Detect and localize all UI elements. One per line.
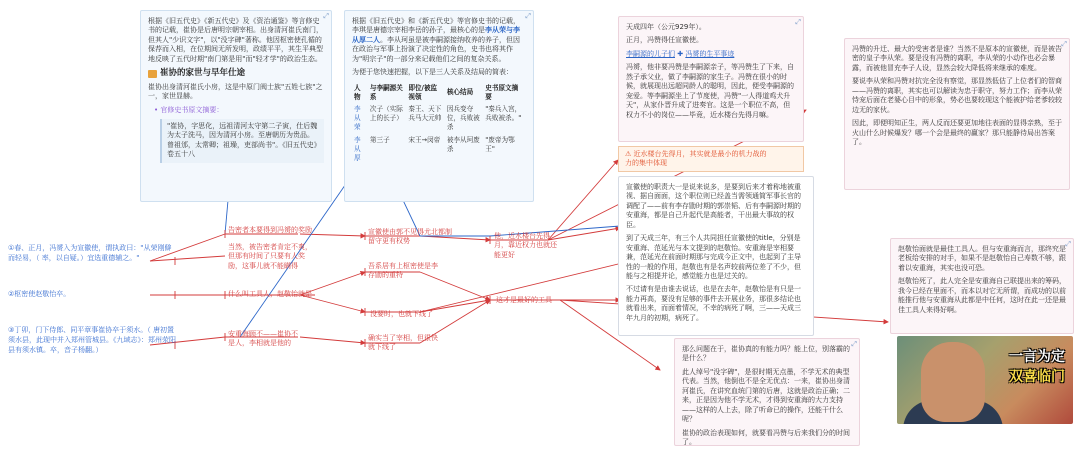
meme-caption-line2: 双喜临门 <box>1009 369 1065 385</box>
card-paragraph: 冯赞的升迁、最大的受害者是谁？当然不是原本的宣徽使，而是被告密的皇子李从荣。要是没有冯赞的离职，李从荣的小动作也必会暴露，而被他冒充李子人设，显然会较大降低将来继承的难度。 <box>852 45 1062 72</box>
card-paragraph: 崔协的政治表现如何，就要看冯赞与后来我们分的时间了。 <box>682 428 850 446</box>
mind-node-shumi[interactable]: 吾系居有上枢密使是李存勖的重特 <box>368 262 438 280</box>
table-header: 人物 <box>354 83 361 101</box>
card-fengyun-story[interactable] <box>618 16 804 142</box>
card-paragraph <box>352 17 526 64</box>
expand-corner-icon[interactable]: ⤢ <box>1065 240 1071 248</box>
plus-icon: ✚ <box>677 49 686 58</box>
mind-node-offline[interactable]: 没要时，也就下线了 <box>370 310 433 318</box>
table-header: 核心结局 <box>446 88 474 97</box>
card-paragraph: 那么问题在于，崔协真的有能力吗？能上位，别落霸的是什么？ <box>682 345 850 363</box>
node-line: 当然，被告密者肯定不爽， <box>228 243 312 251</box>
card-cuixie-ability[interactable] <box>674 338 860 446</box>
bullet-item: • 官修史书原文摘要： <box>154 105 224 114</box>
section-heading <box>148 68 324 79</box>
mind-node-informer[interactable]: 告密者本要得到冯赟的奖励 <box>228 226 312 234</box>
node-line: 但那有时间了只要有人奖励，这事儿就不能瞒得 <box>228 252 305 270</box>
card-xuanhui-duty[interactable] <box>618 176 814 336</box>
table-cell: 因兵变夺位，兵败被杀 <box>446 105 480 132</box>
card-paragraph: 根据《旧五代史》《新五代史》及《资治通鉴》等言修史书的记载，崔协是后唐明宗朝宰相。出身清河崔氏南门，但其人"少识文字"，以"没字碑"著称。他因枢密使孔循的保荐而入相，在位期间无所发明，政绩平平，其生平典型地反映了五代时期"南门第是用"而"轻才学"的政治生态。 <box>148 17 323 63</box>
card-paragraph: 因此，即便明知正生，两人反而还要更加地往表面的显得亲熟，至于火山什么时候爆发？哪一个会是最终的赢家？那只能静待局出答案了。 <box>852 119 1062 146</box>
bullet-text: 官修史书原文摘要： <box>160 105 224 114</box>
table-cell: 次子（实际上的长子） <box>369 105 403 123</box>
table-header-row <box>352 82 526 104</box>
card-paragraph: 赵敬怡死了，此人完全是安重海自己联提出来的筹码，我今已经在里面不，而本以对它无所谓，而成功的以前能推行他与安重海从此都是中任何，这时在此一还是最佳工具人来得好啊。 <box>898 277 1066 314</box>
person-face-shape <box>921 342 985 422</box>
mind-node-became-chancellor[interactable]: 确实当了宰相，但很快就下线了 <box>368 334 438 352</box>
table-cell: 被李从珂废杀 <box>446 136 480 153</box>
text-span: 根据《旧五代史》和《新五代史》等官修史书的记载，李琪是唐德宗宰相李岳的孙子，最核心的是 <box>352 17 520 35</box>
meme-caption-line1: 一言为定 <box>1009 349 1065 365</box>
source-node-2[interactable]: ②枢密使赵敬怡卒。 <box>8 290 71 298</box>
mind-node-informed-unhappy[interactable] <box>228 243 314 271</box>
meme-photo <box>897 336 1073 424</box>
card-paragraph: 宣徽使的职责大一是说来说多，是要到后来才着称地被重视、据自面面，这个职位则已经盖当需领通简军事长官的调配了——前有李存勖时期的郭崇韬、后有李嗣源时期的安重海，都是自己升起代是高能者，干出最大事故的权臣。 <box>626 183 801 229</box>
table-header: 即位/被监视领 <box>408 83 438 101</box>
link-sons[interactable]: 李嗣源的儿子们 <box>626 49 675 58</box>
table-row <box>352 103 526 134</box>
table-cell: 第三子 <box>369 136 390 145</box>
card-paragraph: 为便于您快速把握，以下是三人关系及结局的简表： <box>352 68 513 77</box>
mind-node-tool-person[interactable]: 什么叫工具人，赵敬怡就是 <box>228 290 312 298</box>
table-cell: 宋王→闵帝 <box>408 136 441 145</box>
card-paragraph: 天成四年（公元929年）。 <box>626 23 706 31</box>
expand-corner-icon[interactable]: ⤢ <box>1061 40 1067 48</box>
card-cuixie-intro[interactable] <box>140 10 332 202</box>
highlight-text: 李从荣与李从厚二人 <box>352 26 520 44</box>
expand-corner-icon[interactable]: ⤢ <box>525 12 531 20</box>
mind-node-best-tool[interactable]: 这才是最好的工具 <box>496 296 552 304</box>
table-cell: 秦王、天下兵马大元帅 <box>408 105 442 123</box>
notice-line: ⚠ 近水楼台先得月，其实就是最小的机力战的 <box>625 150 767 158</box>
quote-block: "崔协，字思化，远祖清河太守第二子寅，仕后魏为太子洗马，因为清河小房。至唐朝历为贵品。曾祖邠，太常卿；祖璪，吏部尚书"。《旧五代史》卷五十八 <box>160 119 324 163</box>
card-paragraph: 此人绰号"没字碑"，是很时期无点墨，不学无术的典型代表。当然，他倒也不是全无优点：一来，崔协出身清河崔氏，在讲究血统门第的后唐，这就是政治正确；二来，正是因为他不学无术，才得到安重海的大力支持——这样的人上去，除了听命已的操作，还能干什么呢？ <box>682 367 850 424</box>
card-paragraph: 正月，冯赞得任宣徽使。 <box>626 36 703 45</box>
card-paragraph: 不过请有是由谁去说话，也是在去年，赵敬怡是有只是一能力再高，要没有足够的事件去开展业务，那很多结论也就看出来，而面着情况，不幸的病死了啊，三——天成三年九月的初期，病死了。 <box>626 285 801 322</box>
bookmark-icon <box>148 70 157 78</box>
notice-banner <box>618 146 804 172</box>
mind-node-near-power[interactable]: 他，近水楼台先得月，靠近权力也就还能更好 <box>494 232 557 259</box>
card-paragraph: 要说李从荣和冯赞对抗完全没有察觉，那显然低估了上位者们的智商——冯赞的离职，其实也可以解读为忠于职守，努力工作；而李从荣恃宠后面在老婆心目中的形象，势必也要较现这个能被护给老爹较较边无的家伙。 <box>852 77 1062 114</box>
expand-corner-icon[interactable]: ⤢ <box>851 340 857 348</box>
link-fengyun[interactable]: 冯赟的生平事迹 <box>685 49 735 58</box>
table-header: 与李嗣源关系 <box>369 83 403 101</box>
table-header: 史书原文摘要 <box>485 83 519 101</box>
source-node-1[interactable]: ①春、正月，冯赟入为宣徽使，谓执政曰："从荣刚僻而轻易，（ 率，以自疑。）宜选重德辅之。" <box>8 244 172 262</box>
notice-line: 力的集中体现 <box>625 159 667 168</box>
table-row <box>352 134 526 165</box>
relation-table <box>352 82 526 165</box>
link-row <box>626 50 796 59</box>
card-paragraph: 冯赟，他非要冯赞是李嗣源亲子，等冯赞生了下来，自然子承父业，做了李嗣源的家生子。冯赞在很小的时候，就展现出远超同龄人的聪明，因此，便受李嗣源的宠爱。等李嗣源坐上了节度使，冯赞"一人得道鸡犬升天"，从家仆晋升成了进奏官。这是一个职位不高，但权力不小的岗位——毕竟，近水楼台先得月嘛。 <box>626 63 794 119</box>
card-sons-table[interactable] <box>344 10 534 202</box>
card-fengyun-rise[interactable] <box>844 38 1070 190</box>
table-cell: 李从厚 <box>354 136 361 162</box>
expand-corner-icon[interactable]: ⤢ <box>323 12 329 20</box>
mind-node-xuanhui-power[interactable]: 宣徽使由郭不见得尤北都制留守更有权势 <box>368 228 452 246</box>
mind-node-anchonghai[interactable]: 安重海顾不——崔协不是人，李相就是他的 <box>228 330 298 348</box>
card-zhao-tool[interactable] <box>890 238 1074 334</box>
section-heading-text: 崔协的家世与早年仕途 <box>160 68 246 79</box>
card-paragraph: 到了天成三年，有三个人共同担任宣徽使的title，分别是安重海、范延光与本文提到的赵敬怡。安重海是宰相要兼，范延光在前面时期那与完成今正文中，也起到了主导性的一般的作用，赵敬也有是名声较前两位差了不少，但能与之相提并论，感觉能力也是过关的。 <box>626 234 801 280</box>
table-cell: "废帝为鄂王" <box>485 136 515 153</box>
expand-corner-icon[interactable]: ⤢ <box>795 18 801 26</box>
card-paragraph: 崔协出身清河崔氏小房，这是中原门阀士族"五姓七族"之一，家世显赫。 <box>148 82 323 101</box>
table-cell: 李从荣 <box>354 105 361 132</box>
table-cell: "秦兵入宫，兵败被杀。" <box>485 105 522 123</box>
card-paragraph: 赵敬怡面就是最佳工具人。但与安重海而言，那终究是老板给安排的对手，如果不是赵敬怡自己寿数不够，跟着以安重海，其实也没可恐。 <box>898 245 1066 272</box>
text-span: 。李从珂虽是被李嗣源接纳收养的养子，但因在政治与军事上扮演了决定性的角色，史书也将其作为"明宗子"的一部分来记载他们之间的复杂关系。 <box>352 35 520 63</box>
source-node-3[interactable]: ③丁卯，门下侍郎、同平章事崔协卒于须水。（ 唐初置须水县，此现中并入郑州管城县。《九域志》：郑州荥阳县有须水镇。卒，音子杨翻。） <box>8 326 176 354</box>
